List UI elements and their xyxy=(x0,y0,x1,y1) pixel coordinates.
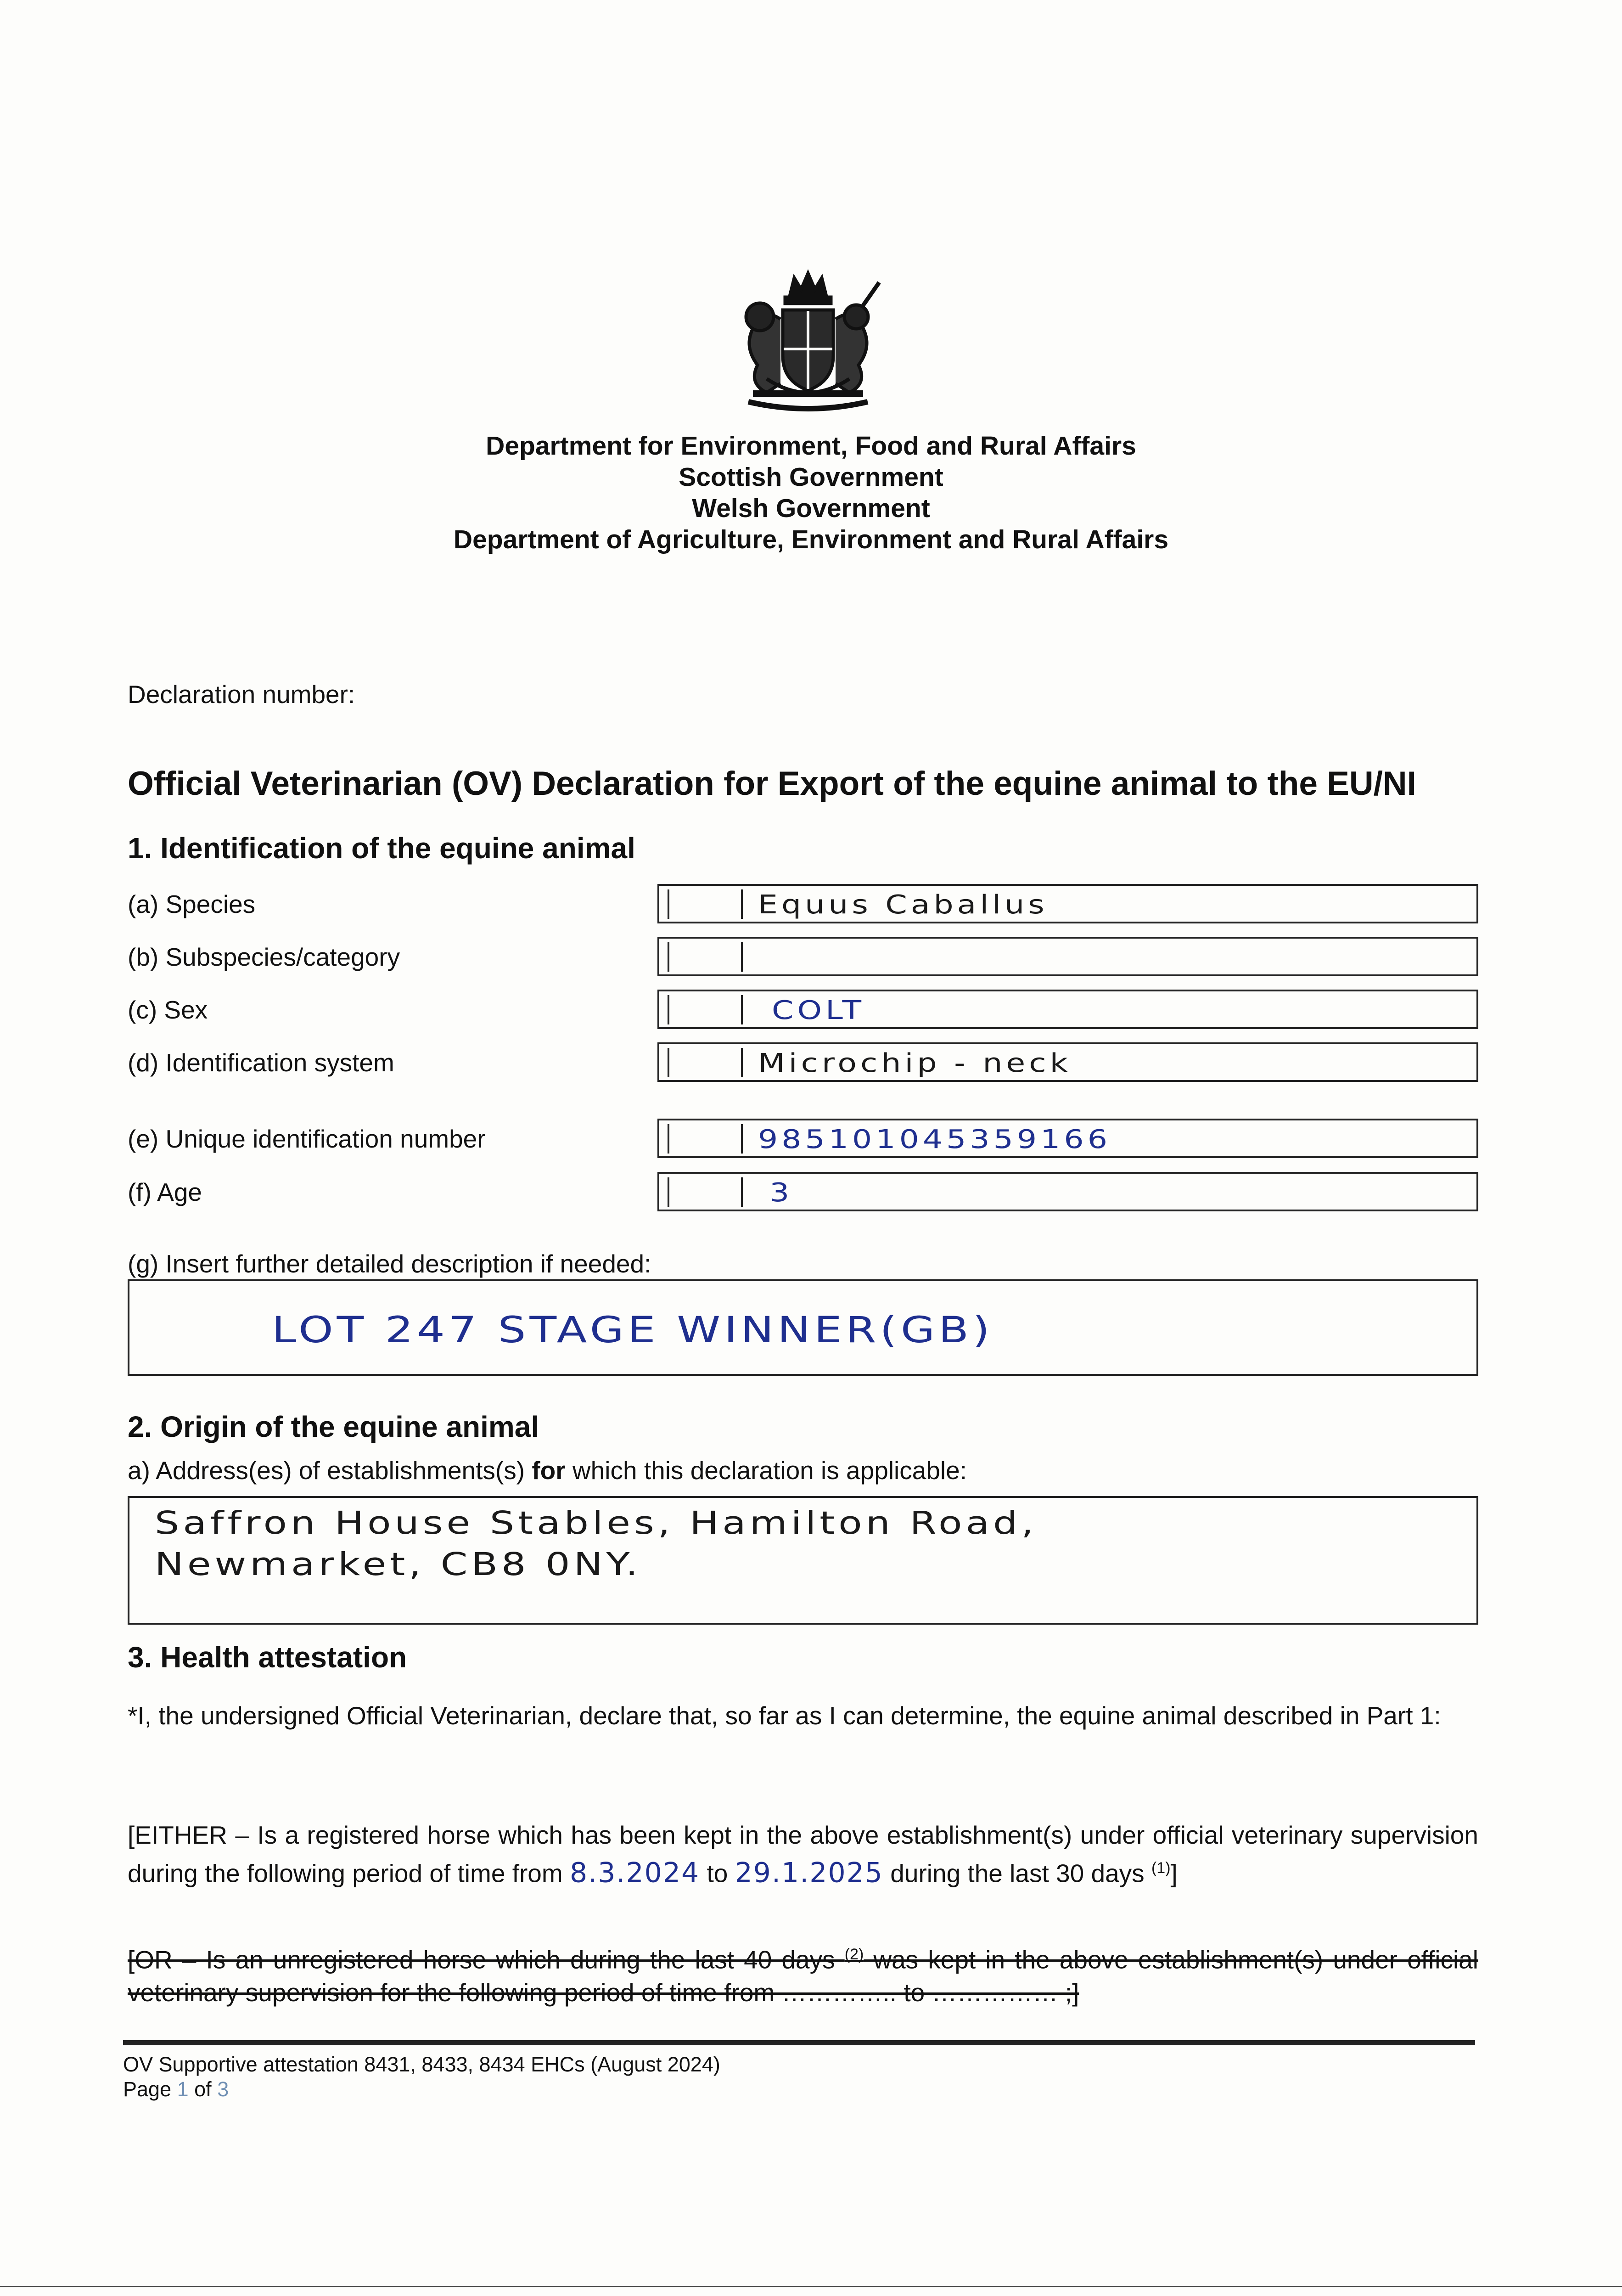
species-label: (a) Species xyxy=(128,890,256,918)
department-line-1: Department for Environment, Food and Rural Affairs xyxy=(486,431,1136,461)
further-description-field[interactable] xyxy=(128,1279,1478,1376)
department-line-3: Welsh Government xyxy=(692,494,930,523)
address-label: a) Address(es) of establishments(s) for which this declaration is applicable: xyxy=(128,1456,967,1485)
department-line-2: Scottish Government xyxy=(679,462,943,492)
further-description-value: LOT 247 STAGE WINNER(GB) xyxy=(272,1309,993,1351)
period-to-value: 29.1.2025 xyxy=(735,1857,883,1889)
subspecies-field[interactable] xyxy=(657,937,1478,976)
sex-label: (c) Sex xyxy=(128,996,208,1024)
section1-heading: 1. Identification of the equine animal xyxy=(128,832,635,865)
scan-edge-line xyxy=(0,2286,1622,2287)
either-clause: [EITHER – Is a registered horse which has been kept in the above establishment(s) under official veterinary supervision during the following period of time from 8.3.2024 to 29.1.2025 during the last 30 days $^{(1)}$] xyxy=(128,1821,1478,1889)
footer-reference: OV Supportive attestation 8431, 8433, 8434 EHCs (August 2024) xyxy=(123,2053,720,2076)
species-value: Equus Caballus xyxy=(758,890,1048,920)
page-title: Official Veterinarian (OV) Declaration for Export of the equine animal to the EU/NI xyxy=(128,765,1416,802)
or-clause-struck: [OR – Is an unregistered horse which during the last 40 days $^{(2)}$ was kept in the above establishment(s) under official veterinary supervision for the following period of time from ………….. to …………… ;] xyxy=(128,1945,1478,2007)
further-description-label: (g) Insert further detailed description if needed: xyxy=(128,1249,651,1278)
unique-id-value: 985101045359166 xyxy=(758,1125,1111,1154)
age-value: 3 xyxy=(769,1178,793,1208)
address-line-2: Newmarket, CB8 0NY. xyxy=(155,1545,642,1583)
species-field[interactable] xyxy=(657,884,1478,923)
subspecies-label: (b) Subspecies/category xyxy=(128,943,400,971)
address-line-1: Saffron House Stables, Hamilton Road, xyxy=(155,1504,1038,1542)
footer-divider xyxy=(123,2040,1475,2045)
age-field[interactable] xyxy=(657,1172,1478,1211)
department-line-4: Department of Agriculture, Environment and Rural Affairs xyxy=(453,525,1169,554)
address-field[interactable] xyxy=(128,1496,1478,1625)
section2-heading: 2. Origin of the equine animal xyxy=(128,1410,539,1443)
unique-id-field[interactable] xyxy=(657,1119,1478,1158)
identification-system-field[interactable] xyxy=(657,1042,1478,1082)
age-label: (f) Age xyxy=(128,1178,202,1206)
period-from-value: 8.3.2024 xyxy=(569,1857,700,1889)
page-number: Page 1 of 3 xyxy=(123,2077,229,2101)
section3-heading: 3. Health attestation xyxy=(128,1641,407,1674)
declaration-number-label: Declaration number: xyxy=(128,680,355,709)
identification-system-value: Microchip - neck xyxy=(758,1048,1072,1078)
sex-field[interactable] xyxy=(657,990,1478,1029)
royal-coat-of-arms-icon xyxy=(716,269,900,420)
unique-id-label: (e) Unique identification number xyxy=(128,1125,486,1153)
sex-value: COLT xyxy=(772,996,865,1025)
identification-system-label: (d) Identification system xyxy=(128,1048,394,1077)
health-attestation-intro: *I, the undersigned Official Veterinarian, declare that, so far as I can determine, the equine animal described in Part 1: xyxy=(128,1701,1441,1730)
